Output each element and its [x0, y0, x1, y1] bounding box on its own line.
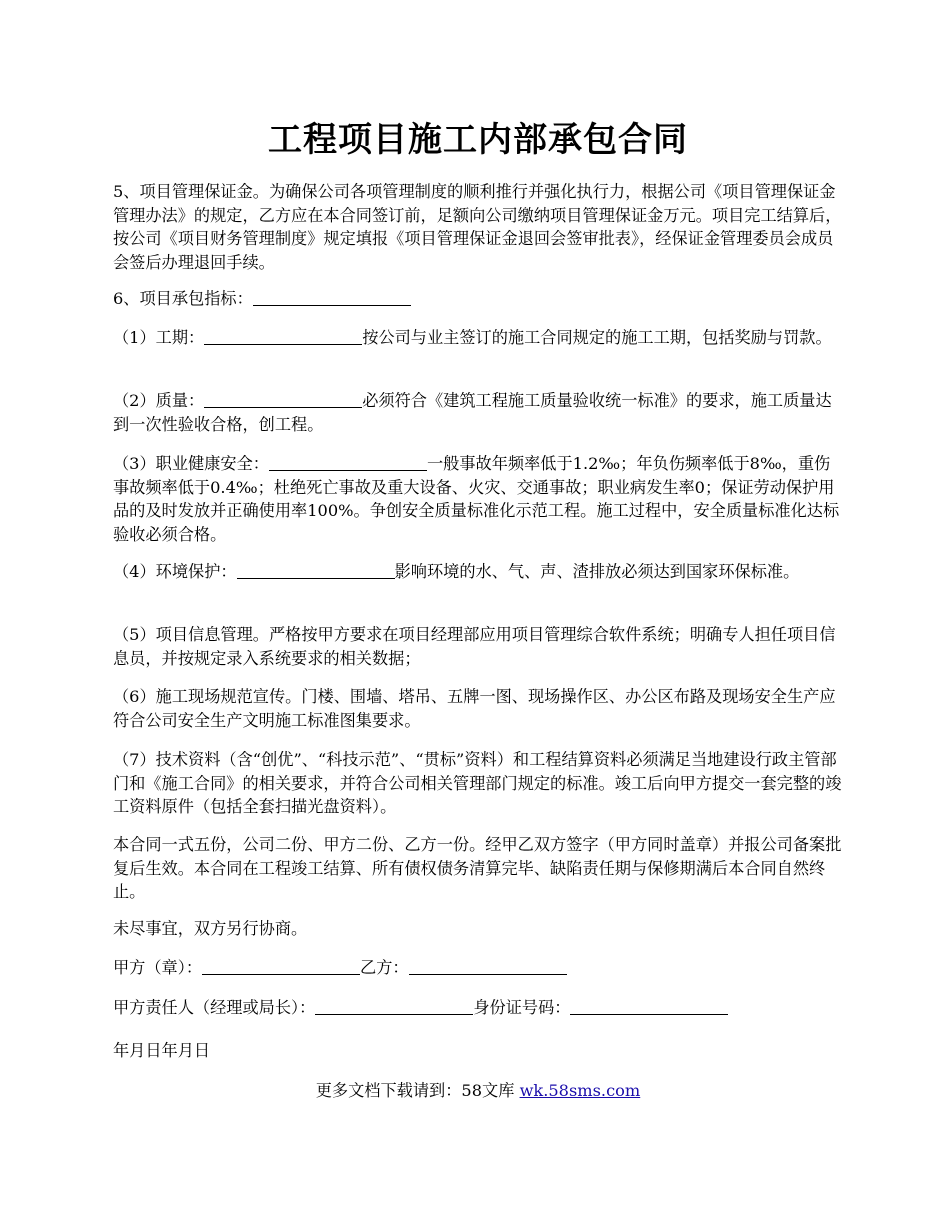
signature-parties [113, 956, 843, 980]
clause-6-label: 6、项目承包指标： [113, 289, 253, 308]
quality-text: 必须符合《建筑工程施工质量验收统一标准》的要求，施工质量达到一次性验收合格，创工程。 [113, 391, 832, 434]
target-safety [113, 452, 843, 546]
footer-note [113, 1079, 843, 1102]
blank-line [269, 454, 427, 471]
responsible-label: 甲方责任人（经理或局长）： [113, 998, 316, 1017]
blank-line [315, 998, 473, 1015]
clause-6-targets [113, 287, 843, 311]
target-environment [113, 560, 843, 584]
blank-line [237, 562, 395, 579]
blank-line [204, 391, 362, 408]
party-b-label: 乙方： [360, 958, 409, 977]
environment-label: （4）环境保护： [113, 562, 237, 581]
blank-line [202, 958, 360, 975]
footer-text: 更多文档下载请到：58文库 [315, 1081, 520, 1100]
copies-clause: 本合同一式五份，公司二份、甲方二份、乙方一份。经甲乙双方签字（甲方同时盖章）并报公司备案批复后生效。本合同在工程竣工结算、所有债权债务清算完毕、缺陷责任期与保修期满后本合同自然终止。 [113, 835, 842, 901]
id-number-label: 身份证号码： [473, 998, 571, 1017]
blank-line [570, 998, 728, 1015]
footer-link[interactable]: wk.58sms.com [519, 1081, 641, 1100]
other-matters: 未尽事宜，双方另行协商。 [113, 919, 308, 938]
signature-date: 年月日年月日 [113, 1041, 211, 1060]
blank-line [409, 958, 567, 975]
target-site-publicity: （6）施工现场规范宣传。门楼、围墙、塔吊、五牌一图、现场操作区、办公区布路及现场安全生产应符合公司安全生产文明施工标准图集要求。 [113, 687, 836, 730]
target-schedule [113, 326, 843, 350]
party-a-label: 甲方（章）： [113, 958, 203, 977]
target-quality [113, 389, 843, 436]
schedule-text: 按公司与业主签订的施工合同规定的施工工期，包括奖励与罚款。 [362, 328, 832, 347]
environment-text: 影响环境的水、气、声、渣排放必须达到国家环保标准。 [394, 562, 800, 581]
safety-label: （3）职业健康安全： [113, 454, 269, 473]
safety-text: 一般事故年频率低于1.2‰；年负伤频率低于8‰，重伤事故频率低于0.4‰；杜绝死亡事故及重大设备、火灾、交通事故；职业病发生率0；保证劳动保护用品的及时发放并正确使用率100%。争创安全质量标准化示范工程。施工过程中，安全质量标准化达标验收必须合格。 [113, 454, 840, 544]
document-title: 工程项目施工内部承包合同 [268, 120, 688, 160]
target-technical-docs: （7）技术资料（含“创优”、“科技示范”、“贯标”资料）和工程结算资料必须满足当地建设行政主管部门和《施工合同》的相关要求，并符合公司相关管理部门规定的标准。竣工后向甲方提交一套完整的竣工资料原件（包括全套扫描光盘资料）。 [113, 750, 842, 816]
signature-responsible [113, 996, 843, 1020]
blank-line [253, 289, 411, 306]
target-information: （5）项目信息管理。严格按甲方要求在项目经理部应用项目管理综合软件系统；明确专人担任项目信息员，并按规定录入系统要求的相关数据； [113, 625, 836, 668]
blank-line [204, 328, 362, 345]
schedule-label: （1）工期： [113, 328, 205, 347]
clause-5-guarantee: 5、项目管理保证金。为确保公司各项管理制度的顺利推行并强化执行力，根据公司《项目管理保证金管理办法》的规定，乙方应在本合同签订前，足额向公司缴纳项目管理保证金万元。项目完工结算后，按公司《项目财务管理制度》规定填报《项目管理保证金退回会签审批表》，经保证金管理委员会成员会签后办理退回手续。 [113, 182, 842, 272]
quality-label: （2）质量： [113, 391, 205, 410]
